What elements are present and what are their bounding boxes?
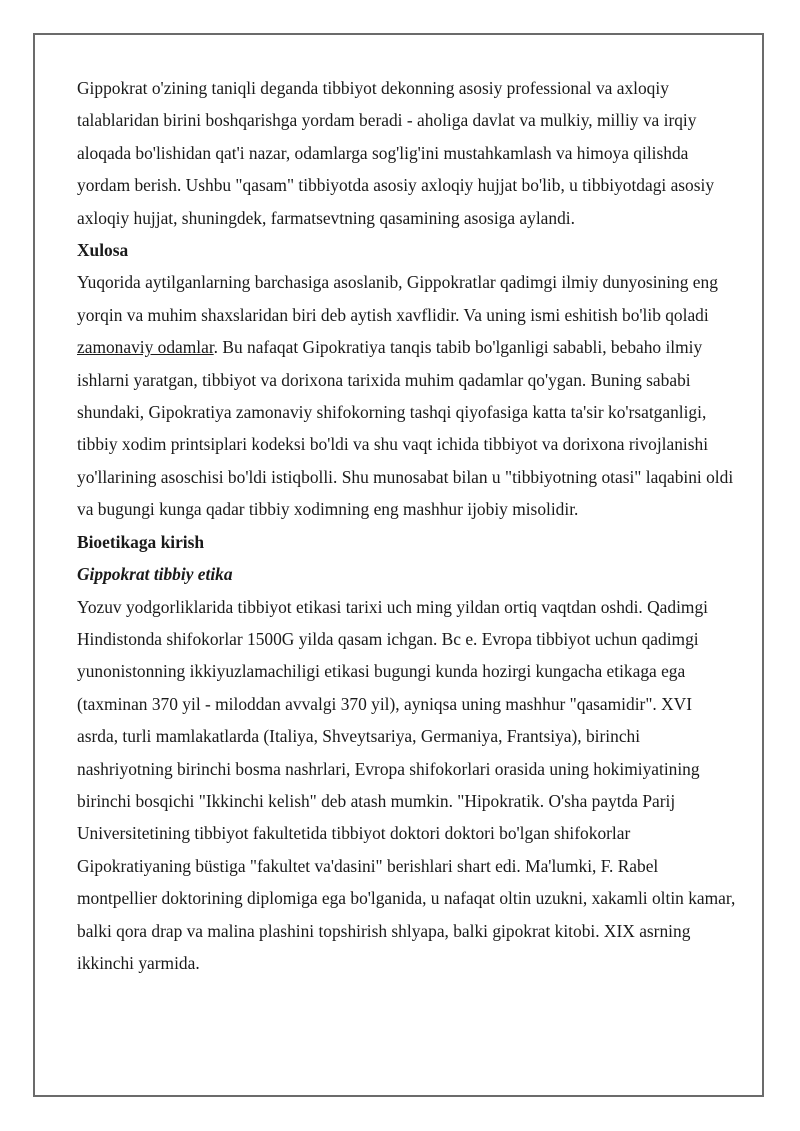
paragraph-conclusion [77,266,737,525]
paragraph-oath: Gippokrat o'zining taniqli deganda tibbiyot dekonning asosiy professional va axloqiy talablaridan birini boshqarishga yordam beradi - aholiga davlat va mulkiy, milliy va irqiy aloqada bo'lishidan qat'i nazar, odamlarga sog'lig'ini mustahkamlash va himoya qilishda yordam berish. Ushbu "qasam" tibbiyotda asosiy axloqiy hujjat bo'lib, u tibbiyotdagi asosiy axloqiy hujjat, shuningdek, farmatsevtning qasamining asosiga aylandi. [77,78,715,228]
paragraph-conclusion-start: Yuqorida aytilganlarning barchasiga asoslanib, Gippokratlar qadimgi ilmiy dunyosining eng yorqin va muhim shaxslaridan biri deb aytish xavflidir. Va uning ismi eshitish bo'lib qoladi [77,272,718,325]
document-body [77,72,737,979]
paragraph-conclusion-end: . Bu nafaqat Gipokratiya tanqis tabib bo'lganligi sababli, bebaho ilmiy ishlarni yaratgan, tibbiyot va dorixona tarixida muhim qadamlar qo'ygan. Buning sababi shundaki, Gipokratiya zamonaviy shifokorning tashqi qiyofasiga katta ta'sir ko'rsatganligi, tibbiy xodim printsiplari kodeksi bo'ldi va shu vaqt ichida tibbiyot va dorixona rivojlanishi yo'llarining asoschisi bo'ldi istiqbolli. Shu munosabat bilan u "tibbiyotning otasi" laqabini oldi va bugungi kunga qadar tibbiy xodimning eng mashhur ijobiy misolidir. [77,337,734,520]
paragraph-ethics-history: Yozuv yodgorliklarida tibbiyot etikasi tarixi uch ming yildan ortiq vaqtdan oshdi. Qadimgi Hindistonda shifokorlar 1500G yilda qasam ichgan. Bc e. Evropa tibbiyot uchun qadimgi yunonistonning ikkiyuzlamachiligi etikasi bugungi kunda hozirgi kungacha etikaga ega (taxminan 370 yil - miloddan avvalgi 370 yil), ayniqsa uning mashhur "qasamidir". XVI asrda, turli mamlakatlarda (Italiya, Shveytsariya, Germaniya, Frantsiya), birinchi nashriyotning birinchi bosma nashrlari, Evropa shifokorlari orasida uning hokimiyatining birinchi bosqichi "Ikkinchi kelish" deb atash mumkin. "Hipokratik. O'sha paytda Parij Universitetining tibbiyot fakultetida tibbiyot doktori doktori bo'lgan shifokorlar Gipokratiyaning büstiga "fakultet va'dasini" berishlari shart edi. Ma'lumki, F. Rabel montpellier doktorining diplomiga ega bo'lganida, u nafaqat oltin uzukni, xakamli oltin kamar, balki qora drap va malina plashini topshirish shlyapa, balki gipokrat kitobi. XIX asrning ikkinchi yarmida. [77,596,736,973]
heading-conclusion: Xulosa [77,240,129,261]
link-modern-people[interactable]: zamonaviy odamlar [77,337,214,358]
heading-bioethics-intro: Bioetikaga kirish [77,531,205,552]
subheading-hippocratic-ethics: Gippokrat tibbiy etika [77,564,233,585]
